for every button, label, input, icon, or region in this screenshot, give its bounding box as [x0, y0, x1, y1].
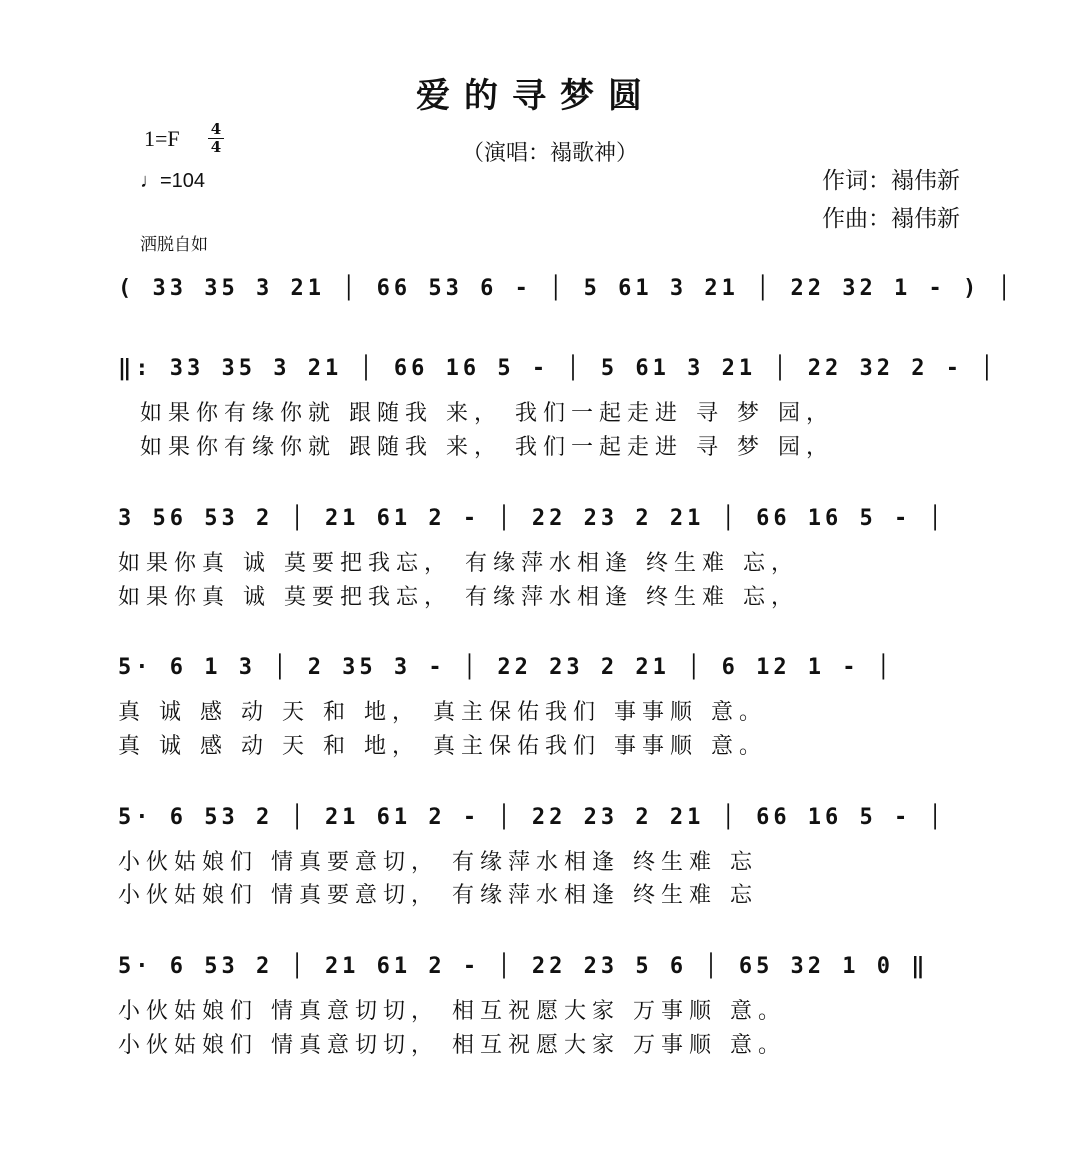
tempo-marking: ♩=104 [140, 170, 206, 192]
lyrics-verse-1: 小伙姑娘们 情真意切切， 相互祝愿大家 万事顺 意。 [118, 999, 786, 1024]
lyrics-verse-2: 如果你真 诚 莫要把我忘， 有缘萍水相逢 终生难 忘， [118, 585, 799, 610]
lyrics-verse-1: 如果你真 诚 莫要把我忘， 有缘萍水相逢 终生难 忘， [118, 551, 799, 576]
time-signature-top: 4 [210, 120, 222, 138]
staff-line-notes: 5· 6 53 2 │ 21 61 2 - │ 22 23 5 6 │ 65 32 1 0 ‖ [118, 954, 929, 979]
lyrics-verse-1: 真 诚 感 动 天 和 地， 真主保佑我们 事事顺 意。 [118, 700, 767, 725]
lyrics-verse-1: 小伙姑娘们 情真要意切， 有缘萍水相逢 终生难 忘 [118, 850, 758, 875]
expression-marking: 洒脱自如 [140, 235, 208, 255]
staff-line-notes: 5· 6 1 3 │ 2 35 3 - │ 22 23 2 21 │ 6 12 1 - │ [118, 655, 895, 680]
staff-line-notes: 5· 6 53 2 │ 21 61 2 - │ 22 23 2 21 │ 66 16 5 - │ [118, 805, 946, 830]
lyrics-verse-2: 小伙姑娘们 情真要意切， 有缘萍水相逢 终生难 忘 [118, 883, 758, 908]
song-title: 爱的寻梦圆 [416, 76, 656, 116]
lyricist-credit: 作词：褟伟新 [822, 168, 960, 194]
lyrics-verse-2: 小伙姑娘们 情真意切切， 相互祝愿大家 万事顺 意。 [118, 1033, 786, 1058]
time-signature-bottom: 4 [210, 138, 222, 156]
composer-credit: 作曲：褟伟新 [822, 206, 960, 232]
key-signature: 1=F [144, 126, 180, 151]
lyrics-verse-1: 如果你有缘你就 跟随我 来， 我们一起走进 寻 梦 园， [140, 401, 834, 426]
staff-line-notes: ( 33 35 3 21 │ 66 53 6 - │ 5 61 3 21 │ 22 32 1 - ) │ [118, 276, 1015, 301]
lyrics-verse-2: 如果你有缘你就 跟随我 来， 我们一起走进 寻 梦 园， [140, 435, 834, 460]
staff-line-notes: 3 56 53 2 │ 21 61 2 - │ 22 23 2 21 │ 66 16 5 - │ [118, 506, 946, 531]
lyrics-verse-2: 真 诚 感 动 天 和 地， 真主保佑我们 事事顺 意。 [118, 734, 767, 759]
time-signature [208, 122, 224, 155]
staff-line-notes: ‖: 33 35 3 21 │ 66 16 5 - │ 5 61 3 21 │ 22 32 2 - │ [118, 356, 998, 381]
singer-credit: （演唱：褟歌神） [461, 141, 638, 166]
